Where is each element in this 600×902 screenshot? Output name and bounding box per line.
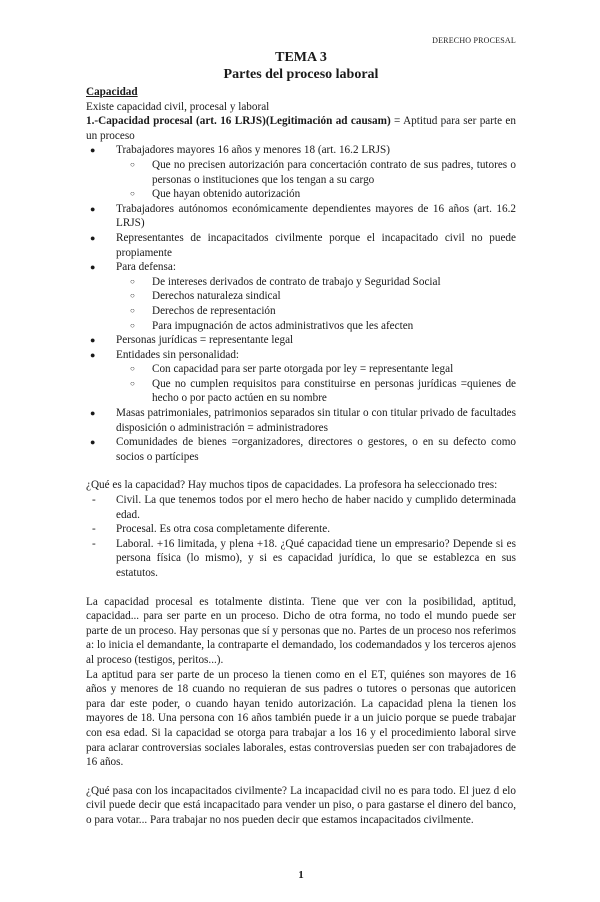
capacity-types-list <box>86 493 516 581</box>
dash-item <box>86 493 516 522</box>
bullet-icon: ● <box>90 232 96 243</box>
sub-bullet-item <box>86 187 516 202</box>
bullet-text: Personas jurídicas = representante legal <box>116 334 294 347</box>
dash-text: Laboral. +16 limitada, y plena +18. ¿Qué capacidad tiene un empresario? Depende si es persona física (lo mismo), y si es capacidad jurídica, lo que se establezca en sus estatutos. <box>116 537 516 579</box>
paragraph-capacidad-procesal: La capacidad procesal es totalmente distinta. Tiene que ver con la posibilidad, aptitud, capacidad... para ser parte en un proceso. Dicho de otra forma, no todo el mundo puede ser parte de un proceso. Hay personas que sí y personas que no. Partes de un proceso nos referimos a: lo inicia el demandante, la contraparte el demandado, los codemandados y los terceros ajenos al proceso (testigos, peritos...). <box>86 595 516 666</box>
sub-bullet-icon: ○ <box>130 189 135 199</box>
bullet-item <box>86 202 516 231</box>
paragraph-aptitud: La aptitud para ser parte de un proceso la tienen como en el ET, quiénes son mayores de 16 años y menores de 18 cuando no requieran de sus padres o tutores o personas que autoricen para dar este poder, o cuando hayan tenido autorización. La capacidad plena la tienen los mayores de 18. Una persona con 16 años también puede ir a un juicio porque se puede trabajar con esa edad. Si la capacidad se otorga para trabajar a los 16 y el procedimiento laboral sirve para aclarar controversias sociales laborales, estas controversias pueden ser con trabajadores de 16 años. <box>86 668 516 769</box>
bullet-text: Representantes de incapacitados civilmente porque el incapacitado civil no puede propiamente <box>116 231 516 259</box>
bullet-icon: ● <box>90 203 96 214</box>
bullet-item <box>86 406 516 435</box>
capacidad-procesal-label: 1.-Capacidad procesal (art. 16 LRJS)(Legitimación ad causam) <box>86 115 391 128</box>
sub-bullet-icon: ○ <box>130 378 135 388</box>
bullet-icon: ● <box>90 437 96 448</box>
question-capacidad: ¿Qué es la capacidad? Hay muchos tipos de capacidades. La profesora ha seleccionado tres: <box>86 479 498 492</box>
sub-bullet-text: Para impugnación de actos administrativos que les afecten <box>152 319 414 332</box>
sub-bullet-icon: ○ <box>130 320 135 330</box>
paragraph-incapacitados: ¿Qué pasa con los incapacitados civilmente? La incapacidad civil no es para todo. El juez d elo civil puede decir que está incapacitado para vender un piso, o para gastarse el dinero del banco, o para votar... Para trabajar no nos pueden decir que estamos incapacitados civilmente. <box>86 784 516 826</box>
sub-bullet-text: Derechos de representación <box>152 304 276 317</box>
bullet-item <box>86 348 516 363</box>
sub-bullet-icon: ○ <box>130 276 135 286</box>
dash-item <box>86 522 516 537</box>
dash-text: Procesal. Es otra cosa completamente diferente. <box>116 523 331 536</box>
bullet-text: Trabajadores autónomos económicamente dependientes mayores de 16 años (art. 16.2 LRJS) <box>116 202 516 230</box>
sub-bullet-icon: ○ <box>130 364 135 374</box>
sub-bullet-item <box>86 275 516 290</box>
document-body <box>86 85 516 828</box>
sub-bullet-item <box>86 319 516 334</box>
bullet-icon: ● <box>90 262 96 273</box>
document-page <box>86 0 516 902</box>
bullet-text: Comunidades de bienes =organizadores, directores o gestores, o en su defecto como socios o partícipes <box>116 436 516 463</box>
dash-icon: - <box>92 494 96 507</box>
sub-bullet-item <box>86 362 516 377</box>
document-subtitle: Partes del proceso laboral <box>223 67 379 82</box>
sub-bullet-item <box>86 377 516 406</box>
page-number: 1 <box>298 868 304 881</box>
intro-text: Existe capacidad civil, procesal y laboral <box>86 100 270 113</box>
sub-bullet-text: De intereses derivados de contrato de trabajo y Seguridad Social <box>152 275 441 288</box>
section-heading: Capacidad <box>86 86 138 98</box>
bullet-item <box>86 333 516 348</box>
bullet-text: Para defensa: <box>116 261 176 274</box>
dash-item <box>86 537 516 581</box>
bullet-item <box>86 260 516 275</box>
bullet-item <box>86 231 516 260</box>
dash-text: Civil. La que tenemos todos por el mero hecho de haber nacido y cumplido determinada edad. <box>116 494 516 521</box>
bullet-text: Entidades sin personalidad: <box>116 348 240 361</box>
capacity-bullet-list <box>86 143 516 464</box>
sub-bullet-text: Que no cumplen requisitos para constituirse en personas jurídicas =quienes de hecho o por pacto actúen en su nombre <box>152 377 516 405</box>
bullet-icon: ● <box>90 335 96 346</box>
sub-bullet-icon: ○ <box>130 305 135 315</box>
bullet-icon: ● <box>90 349 96 360</box>
bullet-icon: ● <box>90 408 96 419</box>
sub-bullet-icon: ○ <box>130 291 135 301</box>
capacidad-procesal-definition: = Aptitud para ser parte en un proceso <box>86 115 516 142</box>
capacidad-procesal-paragraph <box>86 114 516 143</box>
bullet-item <box>86 143 516 158</box>
bullet-text: Masas patrimoniales, patrimonios separados sin titular o con titular privado de facultades disposición o administración = administradores <box>116 407 516 434</box>
sub-bullet-item <box>86 289 516 304</box>
sub-bullet-icon: ○ <box>130 159 135 169</box>
bullet-item <box>86 435 516 464</box>
sub-bullet-text: Derechos naturaleza sindical <box>152 290 281 303</box>
sub-bullet-text: Que no precisen autorización para concertación contrato de sus padres, tutores o personas o instituciones que los tengan a su cargo <box>152 158 516 186</box>
document-title: TEMA 3 <box>275 50 327 65</box>
bullet-icon: ● <box>90 145 96 156</box>
sub-bullet-item <box>86 304 516 319</box>
dash-icon: - <box>92 537 96 550</box>
running-header: DERECHO PROCESAL <box>432 36 516 45</box>
dash-icon: - <box>92 523 96 536</box>
sub-bullet-text: Que hayan obtenido autorización <box>152 188 301 201</box>
bullet-text: Trabajadores mayores 16 años y menores 18 (art. 16.2 LRJS) <box>116 144 390 157</box>
sub-bullet-item <box>86 158 516 187</box>
sub-bullet-text: Con capacidad para ser parte otorgada por ley = representante legal <box>152 363 454 376</box>
